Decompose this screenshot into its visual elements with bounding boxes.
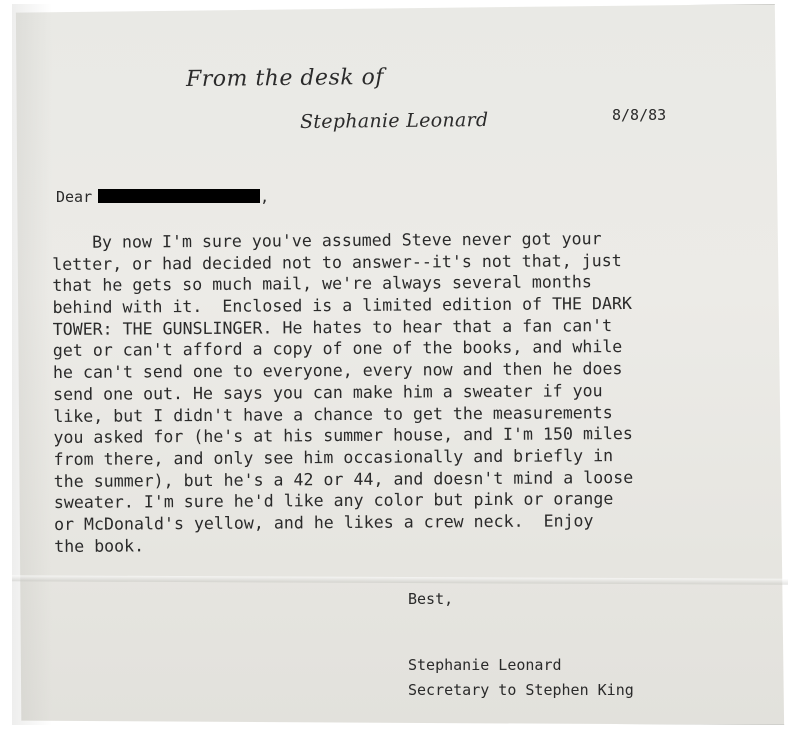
body-line: like, but I didn't have a chance to get the measurements xyxy=(53,402,613,426)
redacted-recipient-name xyxy=(98,189,260,203)
body-line: from there, and only see him occasionally and briefly in xyxy=(53,445,614,469)
letter-date: 8/8/83 xyxy=(612,106,667,124)
body-line: or McDonald's yellow, and he likes a crew neck. Enjoy xyxy=(53,511,594,534)
body-line: behind with it. Enclosed is a limited edition of THE DARK xyxy=(52,294,633,318)
salutation-comma: , xyxy=(260,188,270,206)
body-line: the book. xyxy=(54,535,145,556)
salutation-greeting: Dear xyxy=(56,188,93,206)
letterhead-from-line: From the desk of xyxy=(185,64,385,93)
signature-name: Stephanie Leonard xyxy=(408,656,562,674)
body-line: get or can't afford a copy of one of the books, and while xyxy=(52,337,623,361)
body-line: send one out. He says you can make him a sweater if you xyxy=(53,380,603,404)
letter-body xyxy=(52,228,634,557)
body-line: By now I'm sure you've assumed Steve never got your xyxy=(52,229,602,252)
salutation xyxy=(56,188,269,206)
body-line: sweater. I'm sure he'd like any color but pink or orange xyxy=(53,489,614,513)
body-line: the summer), but he's a 42 or 44, and doesn't mind a loose xyxy=(53,467,634,491)
closing: Best, xyxy=(408,590,454,608)
body-line: TOWER: THE GUNSLINGER. He hates to hear that a fan can't xyxy=(52,315,613,339)
letterhead-name: Stephanie Leonard xyxy=(299,109,489,133)
body-line: he can't send one to everyone, every now and then he does xyxy=(52,359,623,383)
body-line: letter, or had decided not to answer--it's not that, just xyxy=(52,250,622,274)
body-line: that he gets so much mail, we're always several months xyxy=(52,272,592,296)
signature-title: Secretary to Stephen King xyxy=(408,681,634,699)
paper-shadow xyxy=(12,4,52,725)
body-line: you asked for (he's at his summer house, and I'm 150 miles xyxy=(53,424,633,448)
